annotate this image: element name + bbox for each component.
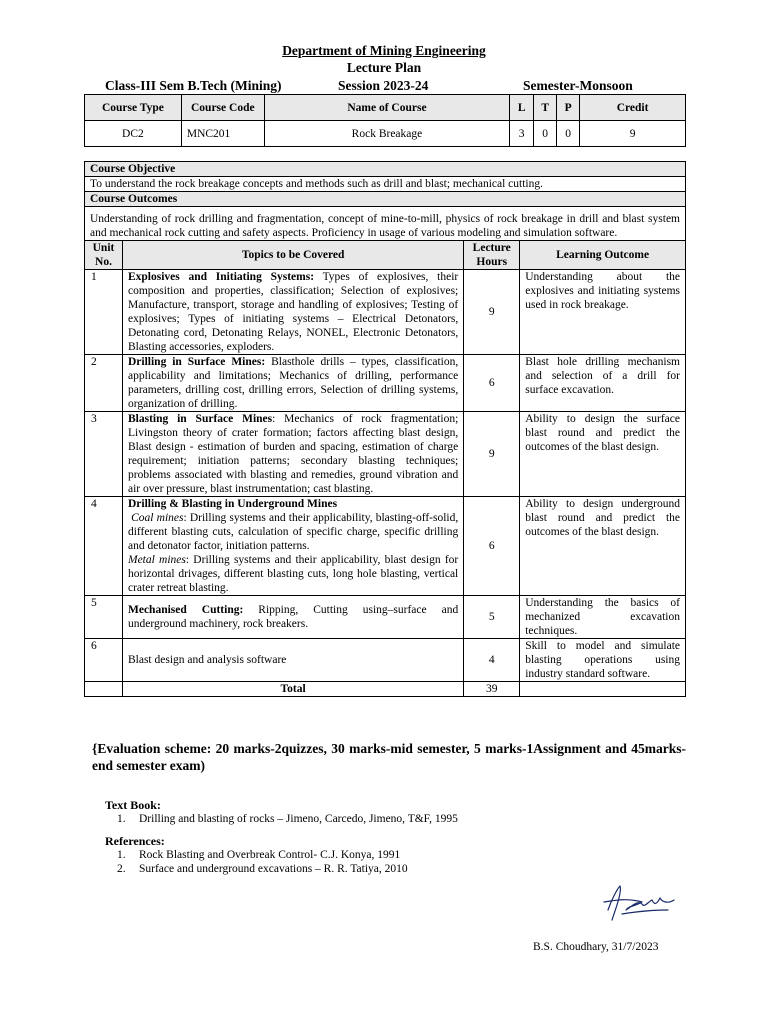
unit-topics — [122, 497, 463, 596]
unit-text: : Mechanics of rock fragmentation; Livingston theory of crater formation; factors affecting blast design, Blast design - estimation of burden and spacing, estimation of charge requirement; initiation patterns; secondary blasting techniques; problems associated with blasting and remedies, ground vibration and air over pressure, blast instrumentation; cast blasting. — [127, 413, 459, 495]
unit-title: Blasting in Surface Mines — [127, 413, 273, 425]
table-row — [85, 639, 686, 682]
course-objective-label: Course Objective — [85, 162, 686, 177]
course-outcomes-text: Understanding of rock drilling and fragmentation, concept of mine-to-mill, physics of rock breakage in drill and blast system and mechanical rock cutting and safety aspects. Proficiency in usage of various modeling and simulation software. — [85, 207, 686, 241]
unit-outcome: Understanding about the explosives and initiating systems used in rock breakage. — [520, 270, 686, 355]
evaluation-scheme: {Evaluation scheme: 20 marks-2quizzes, 30 marks-mid semester, 5 marks-1Assignment and 45marks- end semester exam) — [92, 741, 686, 773]
semester-label: Semester-Monsoon — [523, 78, 633, 93]
unit-number: 1 — [85, 270, 123, 355]
unit-hours: 6 — [464, 497, 520, 596]
course-info-table — [84, 94, 686, 147]
p-cell: 0 — [557, 121, 580, 147]
coal-mines-text: : Drilling systems and their applicability, blasting-off-solid, different blasting cuts, calculation of specific charge, specific drilling and detonator factor, initiation patterns. — [127, 512, 459, 552]
course-name-cell: Rock Breakage — [264, 121, 509, 147]
list-text: Rock Blasting and Overbreak Control- C.J. Konya, 1991 — [139, 849, 401, 861]
unit-number: 4 — [85, 497, 123, 596]
unit-title: Drilling in Surface Mines: — [127, 356, 266, 368]
table-row — [85, 412, 686, 497]
list-number: 2. — [117, 863, 126, 875]
unit-topics: Blast design and analysis software — [122, 639, 463, 682]
unit-number: 5 — [85, 596, 123, 639]
course-code-cell: MNC201 — [181, 121, 264, 147]
table-row — [85, 355, 686, 412]
unit-hours: 5 — [464, 596, 520, 639]
signer-name-date: B.S. Choudhary, 31/7/2023 — [533, 941, 659, 953]
unit-outcome: Understanding the basics of mechanized excavation techniques. — [520, 596, 686, 639]
coal-mines-label: Coal mines — [131, 512, 184, 524]
unit-hours: 9 — [464, 412, 520, 497]
total-outcome-spacer — [520, 682, 686, 697]
unit-topics — [122, 355, 463, 412]
list-item — [117, 813, 458, 825]
metal-mines-text: : Drilling systems and their applicability, blast design for horizontal drivages, different blasting cuts, long hole blasting, vertical crater retreat blasting. — [127, 554, 459, 594]
table-row — [85, 270, 686, 355]
lecture-plan-table — [84, 161, 686, 697]
unit-number: 2 — [85, 355, 123, 412]
unit-title: Explosives and Initiating Systems: — [127, 271, 315, 283]
lecture-plan-title: Lecture Plan — [346, 60, 422, 75]
unit-outcome: Blast hole drilling mechanism and selection of a drill for surface excavation. — [520, 355, 686, 412]
references-label: References: — [105, 834, 165, 848]
l-cell: 3 — [510, 121, 534, 147]
total-spacer — [85, 682, 123, 697]
metal-mines-label: Metal mines — [127, 554, 186, 566]
total-hours: 39 — [464, 682, 520, 697]
unit-title: Drilling & Blasting in Underground Mines — [127, 498, 338, 510]
unit-text: Ripping, Cutting using–surface and underground machinery, rock breakers. — [127, 604, 459, 630]
credit-header: Credit — [580, 95, 686, 121]
table-row — [85, 497, 686, 596]
department-title: Department of Mining Engineering — [282, 43, 486, 58]
unit-outcome: Ability to design underground blast round and predict the outcomes of the blast design. — [520, 497, 686, 596]
unit-text: Types of explosives, their composition and properties, classification; Selection of explosives; Manufacture, transport, storage and handling of explosives; Testing of explosives; Types of initiating systems – Electrical Detonators, Detonating cord, Detonating Relays, NONEL, Electronic Detonators, Blasting accessories, exploders. — [127, 271, 459, 353]
p-header: P — [557, 95, 580, 121]
list-number: 1. — [117, 849, 126, 861]
course-objective-text: To understand the rock breakage concepts and methods such as drill and blast; mechanical cutting. — [85, 177, 686, 192]
list-item — [117, 863, 408, 875]
class-label: Class-III Sem B.Tech (Mining) — [105, 78, 282, 93]
course-table-header-row — [85, 95, 686, 121]
list-text: Drilling and blasting of rocks – Jimeno, Carcedo, Jimeno, T&F, 1995 — [139, 813, 458, 825]
learning-outcome-header: Learning Outcome — [520, 241, 686, 270]
unit-number: 6 — [85, 639, 123, 682]
unit-no-header: Unit No. — [85, 241, 123, 270]
course-type-cell: DC2 — [85, 121, 182, 147]
l-header: L — [510, 95, 534, 121]
list-text: Surface and underground excavations – R. R. Tatiya, 2010 — [139, 863, 408, 875]
t-header: T — [534, 95, 557, 121]
table-row — [85, 596, 686, 639]
unit-text: Blasthole drills – types, classification, applicability and limitations; Mechanics of drilling, performance parameters, drilling cost, drilling errors, Selection of drilling systems, organization of drilling. — [127, 356, 459, 410]
course-type-header: Course Type — [85, 95, 182, 121]
total-label: Total — [122, 682, 463, 697]
unit-topics — [122, 412, 463, 497]
unit-hours: 4 — [464, 639, 520, 682]
credit-cell: 9 — [580, 121, 686, 147]
topics-header: Topics to be Covered — [122, 241, 463, 270]
unit-topics — [122, 596, 463, 639]
list-item — [117, 849, 400, 861]
course-outcomes-label: Course Outcomes — [85, 192, 686, 207]
plan-header-row — [85, 241, 686, 270]
course-name-header: Name of Course — [264, 95, 509, 121]
unit-hours: 9 — [464, 270, 520, 355]
text-book-label: Text Book: — [105, 798, 161, 812]
course-table-row — [85, 121, 686, 147]
unit-number: 3 — [85, 412, 123, 497]
unit-outcome: Skill to model and simulate blasting operations using industry standard software. — [520, 639, 686, 682]
t-cell: 0 — [534, 121, 557, 147]
list-number: 1. — [117, 813, 126, 825]
course-code-header: Course Code — [181, 95, 264, 121]
unit-outcome: Ability to design the surface blast round and predict the outcomes of the blast design. — [520, 412, 686, 497]
lecture-hours-header: Lecture Hours — [464, 241, 520, 270]
signature-icon — [598, 880, 678, 926]
unit-topics — [122, 270, 463, 355]
unit-hours: 6 — [464, 355, 520, 412]
session-label: Session 2023-24 — [338, 78, 429, 93]
unit-title: Mechanised Cutting: — [127, 604, 244, 616]
total-row — [85, 682, 686, 697]
